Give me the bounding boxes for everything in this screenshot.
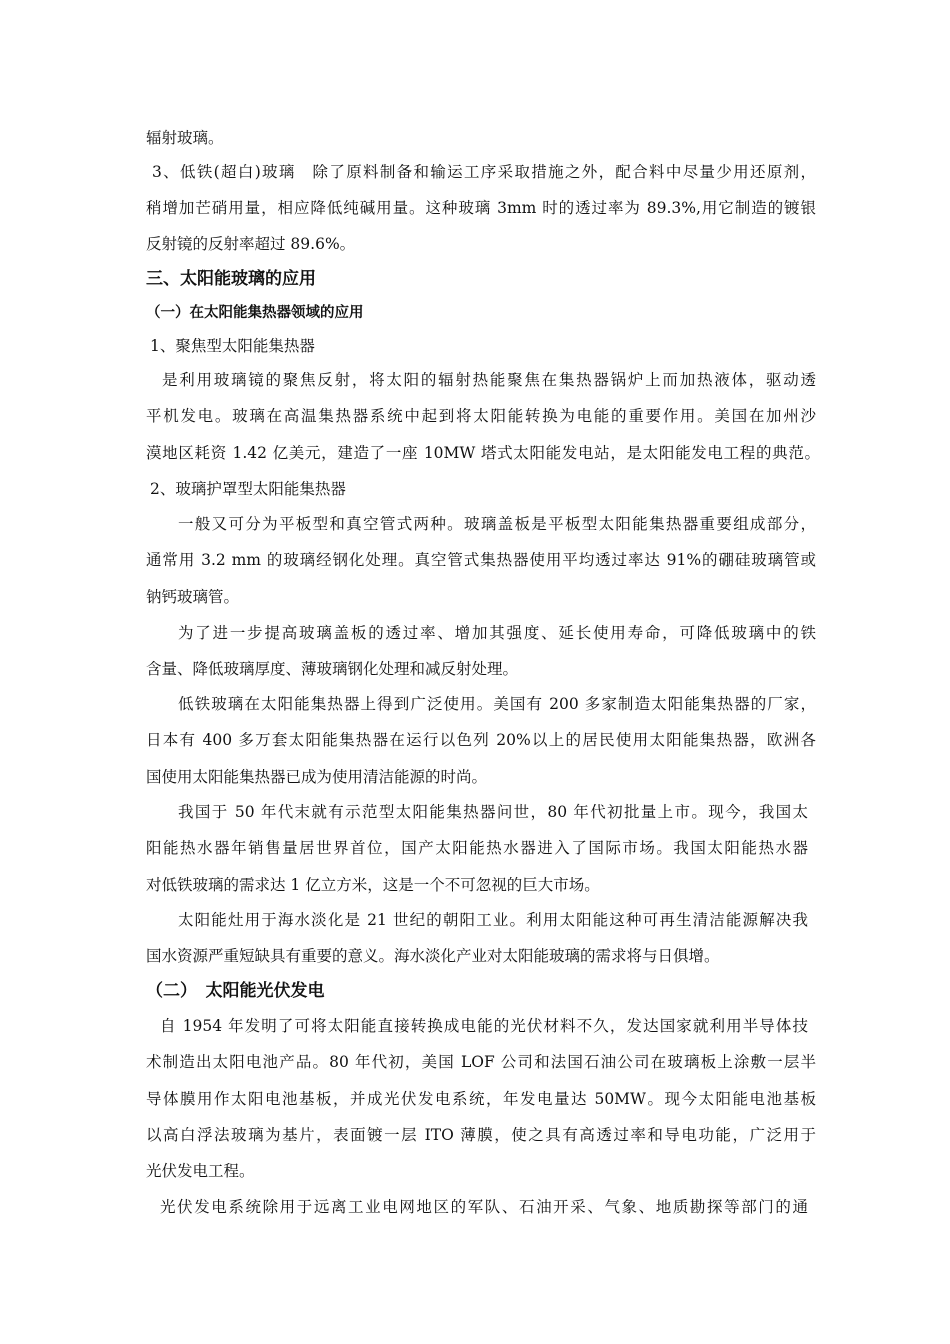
text-line: 低铁玻璃在太阳能集热器上得到广泛使用。美国有 200 多家制造太阳能集热器的厂家， xyxy=(178,695,816,713)
item-title: 2、玻璃护罩型太阳能集热器 xyxy=(150,480,346,498)
section-heading: 三、太阳能玻璃的应用 xyxy=(146,269,316,289)
text-line: 钠钙玻璃管。 xyxy=(146,588,240,606)
text-line: 以高白浮法玻璃为基片，表面镀一层 ITO 薄膜，使之具有高透过率和导电功能，广泛用于 xyxy=(146,1126,816,1144)
subsection-heading: （一）在太阳能集热器领域的应用 xyxy=(146,305,364,321)
text-line: 光伏发电系统除用于远离工业电网地区的军队、石油开采、气象、地质勘探等部门的通 xyxy=(160,1198,808,1216)
text-line: 通常用 3.2 mm 的玻璃经钢化处理。真空管式集热器使用平均透过率达 91%的硼硅玻璃管或 xyxy=(146,551,816,569)
text-line: 一般又可分为平板型和真空管式两种。玻璃盖板是平板型太阳能集热器重要组成部分， xyxy=(178,515,816,533)
text-line: 国使用太阳能集热器已成为使用清洁能源的时尚。 xyxy=(146,768,488,786)
text-line: 反射镜的反射率超过 89.6%。 xyxy=(146,235,356,253)
text-line: 日本有 400 多万套太阳能集热器在运行以色列 20%以上的居民使用太阳能集热器，欧洲各 xyxy=(146,731,816,749)
text-line: 导体膜用作太阳电池基板，并成光伏发电系统，年发电量达 50MW。现今太阳能电池基板 xyxy=(146,1090,816,1108)
text-line: 光伏发电工程。 xyxy=(146,1162,255,1180)
text-line: 辐射玻璃。 xyxy=(146,129,224,147)
text-line: 对低铁玻璃的需求达 1 亿立方米，这是一个不可忽视的巨大市场。 xyxy=(146,876,600,894)
text-line: 自 1954 年发明了可将太阳能直接转换成电能的光伏材料不久，发达国家就利用半导体技 xyxy=(160,1017,808,1035)
text-line: 是利用玻璃镜的聚焦反射，将太阳的辐射热能聚焦在集热器锅炉上而加热液体，驱动透 xyxy=(162,371,816,389)
text-line: 含量、降低玻璃厚度、薄玻璃钢化处理和减反射处理。 xyxy=(146,660,519,678)
text-line: 平机发电。玻璃在高温集热器系统中起到将太阳能转换为电能的重要作用。美国在加州沙 xyxy=(146,407,816,425)
text-line: 3、低铁(超白)玻璃 除了原料制备和输运工序采取措施之外，配合料中尽量少用还原剂， xyxy=(152,163,816,181)
item-title: 1、聚焦型太阳能集热器 xyxy=(150,337,315,355)
text-line: 术制造出太阳电池产品。80 年代初，美国 LOF 公司和法国石油公司在玻璃板上涂敷一层半 xyxy=(146,1053,816,1071)
text-line: 阳能热水器年销售量居世界首位，国产太阳能热水器进入了国际市场。我国太阳能热水器 xyxy=(146,839,808,857)
text-line: 我国于 50 年代末就有示范型太阳能集热器问世，80 年代初批量上市。现今，我国太 xyxy=(178,803,808,821)
text-line: 为了进一步提高玻璃盖板的透过率、增加其强度、延长使用寿命，可降低玻璃中的铁 xyxy=(178,624,816,642)
text-line: 漠地区耗资 1.42 亿美元，建造了一座 10MW 塔式太阳能发电站，是太阳能发电工程的典范。 xyxy=(146,444,820,462)
text-line: 太阳能灶用于海水淡化是 21 世纪的朝阳工业。利用太阳能这种可再生清洁能源解决我 xyxy=(178,911,808,929)
text-line: 国水资源严重短缺具有重要的意义。海水淡化产业对太阳能玻璃的需求将与日俱增。 xyxy=(146,947,720,965)
subsection-heading: （二） 太阳能光伏发电 xyxy=(146,981,325,1001)
text-line: 稍增加芒硝用量，相应降低纯碱用量。这种玻璃 3mm 时的透过率为 89.3%,用它制造的镀银 xyxy=(146,199,816,217)
